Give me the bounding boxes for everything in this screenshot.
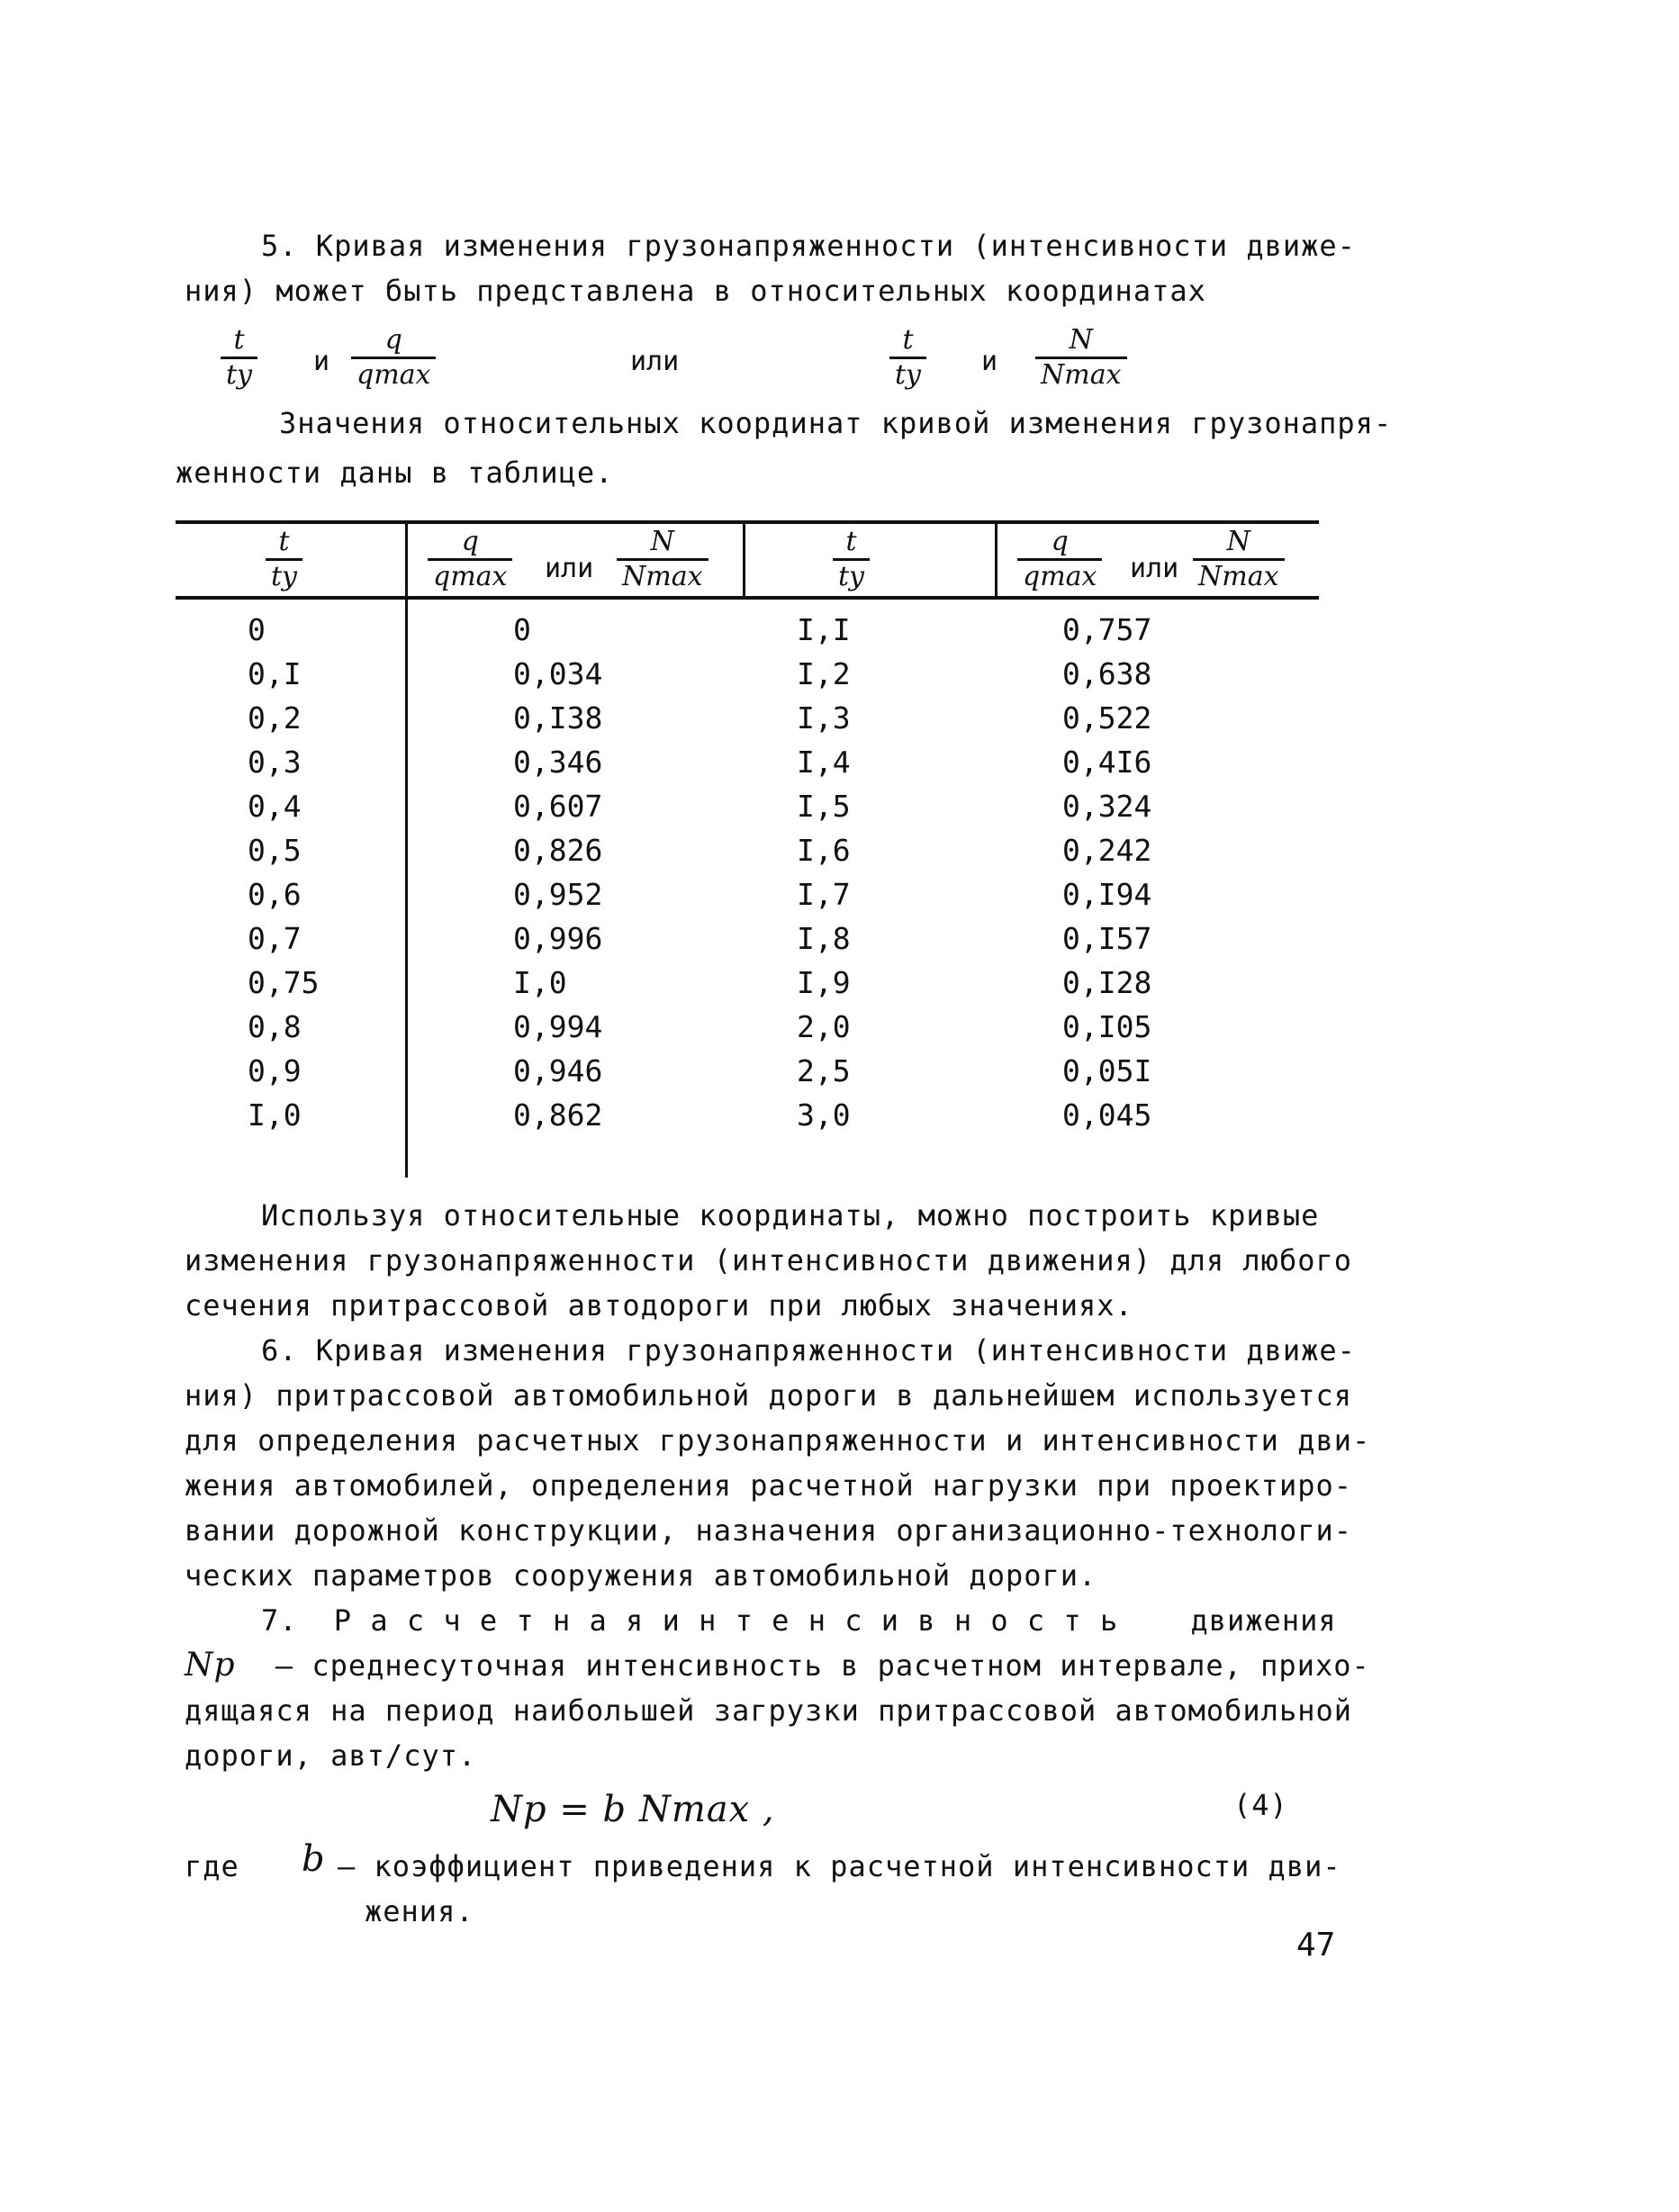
table-header-rule — [176, 596, 1319, 600]
numerator: q — [384, 324, 402, 356]
fraction-n-over-nmax — [1035, 324, 1127, 392]
column-divider — [995, 520, 997, 598]
table-cell: I,2 — [797, 656, 851, 691]
denominator: qmax — [428, 558, 512, 593]
equation-4: Np = b Nmax , — [491, 1789, 775, 1830]
defined-term: Р а с ч е т н а я и н т е н с и в н о с т ь — [333, 1603, 1119, 1638]
table-cell: I,7 — [797, 877, 851, 912]
table-cell: I,4 — [797, 745, 851, 780]
header-col1 — [266, 526, 302, 593]
and-word: и — [981, 346, 998, 377]
paragraph-line: изменения грузонапряженности (интенсивности движения) для любого — [185, 1243, 1352, 1278]
fraction-q-over-qmax — [428, 526, 512, 593]
fraction-q-over-qmax — [1017, 526, 1102, 593]
numerator: q — [461, 526, 479, 557]
table-cell: 3,0 — [797, 1097, 851, 1133]
table-cell: 0,7 — [248, 921, 302, 956]
denominator: ty — [221, 357, 257, 392]
table-cell: 2,5 — [797, 1053, 851, 1088]
symbol-b: b — [302, 1838, 326, 1880]
table-cell: I,6 — [797, 833, 851, 868]
table-cell: I,3 — [797, 700, 851, 736]
paragraph-line: 5. Кривая изменения грузонапряженности (интенсивности движе- — [261, 229, 1356, 263]
table-cell: 0,522 — [1062, 700, 1152, 736]
table-cell: 0,I05 — [1062, 1009, 1152, 1044]
column-divider — [405, 520, 408, 1178]
table-cell: 0,5 — [248, 833, 302, 868]
fraction-t-over-ty — [221, 324, 257, 392]
table-cell: 0,05I — [1062, 1053, 1152, 1088]
denominator: Nmax — [1193, 558, 1285, 593]
numerator: t — [902, 324, 914, 356]
paragraph-line: ния) притрассовой автомобильной дороги в дальнейшем используется — [185, 1378, 1352, 1413]
item-number: 7. — [261, 1603, 298, 1638]
table-cell: 0,8 — [248, 1009, 302, 1044]
definition-text: – среднесуточная интенсивность в расчетном интервале, прихо- — [275, 1648, 1370, 1683]
header-col3 — [833, 526, 870, 593]
or-word: или — [1130, 553, 1179, 584]
paragraph-line: – коэффициент приведения к расчетной интенсивности дви- — [338, 1849, 1341, 1883]
or-word: или — [630, 346, 680, 377]
paragraph-line: 6. Кривая изменения грузонапряженности (интенсивности движе- — [261, 1333, 1356, 1368]
numerator: N — [650, 526, 674, 557]
paragraph-line: сечения притрассовой автодороги при любых значениях. — [185, 1288, 1133, 1323]
table-cell: 0,826 — [513, 833, 603, 868]
table-cell: 0,324 — [1062, 789, 1152, 824]
table-cell: 0,045 — [1062, 1097, 1152, 1133]
paragraph-line: жения автомобилей, определения расчетной нагрузки при проектиро- — [185, 1468, 1352, 1503]
denominator: ty — [833, 558, 870, 593]
term-tail: движения — [1190, 1603, 1337, 1638]
denominator: Nmax — [1035, 357, 1127, 392]
column-divider — [743, 520, 745, 598]
page-number: 47 — [1296, 1927, 1336, 1964]
table-cell: 0,946 — [513, 1053, 603, 1088]
table-cell: I,8 — [797, 921, 851, 956]
coordinates-table — [176, 520, 1319, 1178]
symbol-np: Np — [185, 1647, 236, 1684]
table-cell: 0,034 — [513, 656, 603, 691]
table-cell: 0,952 — [513, 877, 603, 912]
table-cell: 0,I28 — [1062, 965, 1152, 1000]
table-cell: 2,0 — [797, 1009, 851, 1044]
table-cell: 0,994 — [513, 1009, 603, 1044]
table-cell: 0,4I6 — [1062, 745, 1152, 780]
where-word: где — [185, 1849, 239, 1883]
table-cell: 0,6 — [248, 877, 302, 912]
table-cell: 0,I — [248, 656, 302, 691]
table-cell: I,0 — [248, 1097, 302, 1133]
table-cell: 0,I57 — [1062, 921, 1152, 956]
paragraph-line: жения. — [365, 1894, 474, 1928]
denominator: Nmax — [617, 558, 709, 593]
numerator: t — [278, 526, 290, 557]
table-cell: 0,4 — [248, 789, 302, 824]
fraction-n-over-nmax — [1193, 526, 1285, 593]
fraction-n-over-nmax — [617, 526, 709, 593]
denominator: qmax — [351, 357, 436, 392]
paragraph-line: женности даны в таблице. — [176, 456, 614, 490]
equation-number: (4) — [1233, 1788, 1288, 1822]
paragraph-line: ния) может быть представлена в относительных координатах — [185, 274, 1206, 308]
paragraph-line: Используя относительные координаты, можно построить кривые — [261, 1198, 1320, 1232]
paragraph-line: дороги, авт/сут. — [185, 1738, 477, 1773]
fraction-t-over-ty — [889, 324, 926, 392]
numerator: t — [233, 324, 245, 356]
table-cell: I,I — [797, 612, 851, 647]
paragraph-line: вании дорожной конструкции, назначения организационно-технологи- — [185, 1513, 1352, 1548]
and-word: и — [313, 346, 330, 377]
table-cell: 0,757 — [1062, 612, 1152, 647]
table-cell: 0,607 — [513, 789, 603, 824]
numerator: q — [1051, 526, 1069, 557]
table-top-rule — [176, 520, 1319, 524]
paragraph-line: Значения относительных координат кривой изменения грузонапря- — [279, 406, 1393, 440]
table-cell: 0,996 — [513, 921, 603, 956]
table-cell: 0,I38 — [513, 700, 603, 736]
paragraph-line: для определения расчетных грузонапряженности и интенсивности дви- — [185, 1423, 1371, 1458]
or-word: или — [545, 553, 594, 584]
table-cell: I,5 — [797, 789, 851, 824]
table-cell: 0,346 — [513, 745, 603, 780]
denominator: ty — [266, 558, 302, 593]
table-cell: 0 — [513, 612, 531, 647]
table-cell: I,0 — [513, 965, 567, 1000]
table-cell: 0 — [248, 612, 266, 647]
paragraph-line — [185, 1643, 1370, 1688]
table-cell: 0,2 — [248, 700, 302, 736]
fraction-q-over-qmax — [351, 324, 436, 392]
table-cell: 0,638 — [1062, 656, 1152, 691]
table-cell: 0,I94 — [1062, 877, 1152, 912]
table-cell: 0,862 — [513, 1097, 603, 1133]
paragraph-line: ческих параметров сооружения автомобильной дороги. — [185, 1558, 1097, 1593]
numerator: N — [1069, 324, 1093, 356]
paragraph-line: дящаяся на период наибольшей загрузки притрассовой автомобильной — [185, 1693, 1352, 1728]
numerator: N — [1226, 526, 1250, 557]
numerator: t — [845, 526, 857, 557]
table-cell: 0,242 — [1062, 833, 1152, 868]
denominator: ty — [889, 357, 926, 392]
denominator: qmax — [1017, 558, 1102, 593]
table-cell: 0,75 — [248, 965, 320, 1000]
table-cell: 0,3 — [248, 745, 302, 780]
table-cell: 0,9 — [248, 1053, 302, 1088]
table-cell: I,9 — [797, 965, 851, 1000]
paragraph-line — [261, 1598, 1337, 1643]
